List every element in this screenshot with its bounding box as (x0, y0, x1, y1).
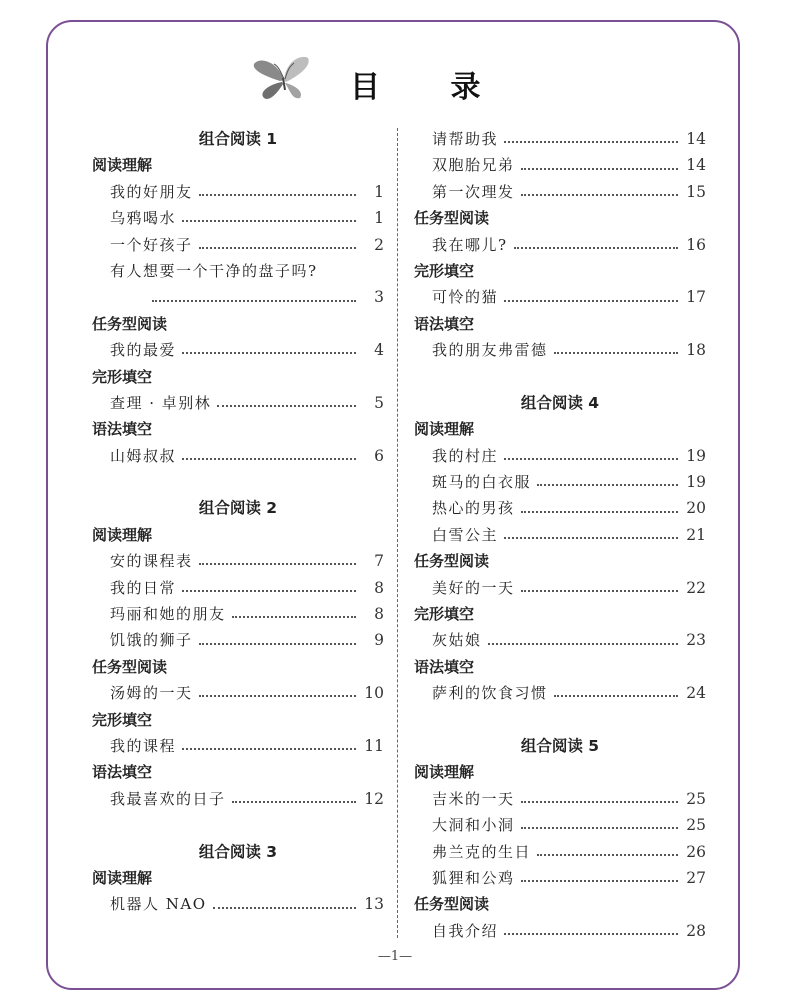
toc-entry[interactable] (92, 891, 384, 917)
entry-title: 我的最爱 (110, 341, 177, 360)
entry-title: 请帮助我 (432, 130, 499, 148)
dot-leader (199, 563, 356, 565)
entry-title: 吉米的一天 (432, 789, 515, 808)
entry-title: 我的课程 (110, 736, 177, 755)
entry-page-number: 19 (686, 473, 706, 492)
entry-page-number: 7 (374, 552, 384, 571)
toc-entry[interactable] (92, 284, 384, 310)
section-heading: 任务型阅读 (414, 552, 490, 571)
toc-entry[interactable] (92, 179, 384, 205)
dot-leader (182, 458, 356, 460)
group-heading: 组合阅读 5 (520, 736, 600, 755)
dot-leader (182, 590, 356, 592)
entry-title: 我的村庄 (432, 446, 499, 465)
entry-title: 白雪公主 (432, 525, 499, 544)
section-heading: 阅读理解 (92, 868, 153, 887)
toc-entry[interactable] (414, 839, 706, 865)
entry-title: 灰姑娘 (432, 631, 482, 650)
entry-page-number: 18 (686, 341, 706, 360)
entry-title: 饥饿的狮子 (110, 631, 193, 650)
dot-leader (182, 748, 356, 750)
entry-page-number: 6 (374, 446, 384, 465)
entry-title: 美好的一天 (432, 578, 515, 597)
dot-leader (504, 141, 678, 143)
dot-leader (199, 194, 356, 196)
dot-leader (504, 300, 678, 302)
entry-title: 我最喜欢的日子 (110, 789, 226, 808)
toc-entry[interactable] (414, 627, 706, 653)
entry-page-number: 28 (686, 921, 706, 940)
butterfly-icon (250, 54, 316, 104)
dot-leader (232, 801, 356, 803)
entry-page-number: 1 (374, 209, 384, 228)
toc-entry[interactable] (92, 258, 384, 284)
section-heading: 语法填空 (414, 314, 475, 333)
entry-page-number: 27 (686, 868, 706, 887)
entry-title: 我在哪儿? (432, 235, 508, 254)
dot-leader (554, 352, 678, 354)
entry-title: 查理 · 卓别林 (110, 393, 212, 412)
section-heading: 任务型阅读 (92, 314, 168, 333)
section-heading: 完形填空 (92, 710, 153, 729)
entry-title: 乌鸦喝水 (110, 209, 177, 228)
toc-entry[interactable] (414, 232, 706, 258)
dot-leader (182, 220, 356, 222)
entry-page-number: 20 (686, 499, 706, 518)
entry-title: 玛丽和她的朋友 (110, 605, 226, 624)
section-heading: 语法填空 (92, 763, 153, 782)
entry-page-number: 25 (686, 789, 706, 808)
entry-title: 狐狸和公鸡 (432, 868, 515, 887)
entry-title: 热心的男孩 (432, 499, 515, 518)
entry-page-number: 12 (364, 789, 384, 808)
dot-leader (217, 405, 356, 407)
toc-entry[interactable] (92, 337, 384, 363)
entry-title: 大洞和小洞 (432, 816, 515, 835)
toc-entry[interactable] (414, 680, 706, 706)
entry-title: 萨利的饮食习惯 (432, 684, 548, 703)
entry-page-number: 17 (686, 288, 706, 307)
entry-page-number: 16 (686, 235, 706, 254)
entry-page-number: 3 (374, 288, 384, 307)
section-heading: 阅读理解 (414, 420, 475, 439)
section-heading: 语法填空 (414, 657, 475, 676)
section-heading: 任务型阅读 (414, 209, 490, 228)
page-number: —1— (377, 949, 413, 964)
toc-entry[interactable] (414, 786, 706, 812)
entry-page-number: 2 (374, 235, 384, 254)
section-heading: 完形填空 (414, 261, 475, 280)
toc-entry[interactable] (414, 284, 706, 310)
dot-leader (521, 168, 678, 170)
group-heading: 组合阅读 1 (198, 130, 278, 148)
toc-entry[interactable] (414, 495, 706, 521)
entry-page-number: 14 (686, 156, 706, 175)
entry-page-number: 24 (686, 684, 706, 703)
entry-page-number: 19 (686, 446, 706, 465)
entry-page-number: 8 (374, 605, 384, 624)
entry-title: 有人想要一个干净的盘子吗? (110, 261, 318, 280)
toc-entry[interactable] (414, 179, 706, 205)
dot-leader (521, 880, 678, 882)
entry-page-number: 10 (364, 684, 384, 703)
entry-title: 我的日常 (110, 578, 177, 597)
entry-page-number: 22 (686, 578, 706, 597)
entry-page-number: 23 (686, 631, 706, 650)
section-heading: 阅读理解 (92, 156, 153, 175)
dot-leader (213, 907, 356, 909)
toc-entry[interactable] (414, 575, 706, 601)
section-heading: 任务型阅读 (414, 895, 490, 914)
entry-title: 自我介绍 (432, 921, 499, 940)
dot-leader (232, 616, 356, 618)
entry-title: 机器人 NAO (110, 895, 207, 914)
entry-title: 我的朋友弗雷德 (432, 341, 548, 360)
toc-entry[interactable] (92, 627, 384, 653)
column-divider (397, 128, 398, 938)
entry-title: 可怜的猫 (432, 288, 499, 307)
dot-leader (537, 854, 678, 856)
toc-entry[interactable] (414, 152, 706, 178)
entry-page-number: 13 (364, 895, 384, 914)
toc-entry[interactable] (414, 865, 706, 891)
toc-entry[interactable] (92, 205, 384, 231)
toc-entry[interactable] (92, 680, 384, 706)
spacer (92, 812, 384, 838)
toc-entry[interactable] (414, 812, 706, 838)
entry-page-number: 1 (374, 182, 384, 201)
entry-page-number: 26 (686, 842, 706, 861)
entry-page-number: 9 (374, 631, 384, 650)
toc-left-column (92, 126, 384, 918)
toc-entry[interactable] (414, 337, 706, 363)
entry-title: 安的课程表 (110, 552, 193, 571)
dot-leader (199, 695, 356, 697)
section-heading: 完形填空 (92, 367, 153, 386)
entry-title: 一个好孩子 (110, 235, 193, 254)
entry-title: 弗兰克的生日 (432, 842, 532, 861)
group-heading: 组合阅读 3 (198, 842, 278, 861)
page-title: 目 录 (350, 70, 511, 105)
entry-title: 我的好朋友 (110, 182, 193, 201)
dot-leader (521, 194, 678, 196)
dot-leader (504, 537, 678, 539)
toc-right-column (414, 126, 706, 944)
entry-page-number: 15 (686, 182, 706, 201)
section-heading: 完形填空 (414, 605, 475, 624)
toc-entry[interactable] (414, 469, 706, 495)
entry-page-number: 25 (686, 816, 706, 835)
dot-leader (521, 801, 678, 803)
section-heading: 阅读理解 (414, 763, 475, 782)
toc-entry[interactable] (414, 126, 706, 152)
spacer (92, 469, 384, 495)
dot-leader (182, 352, 356, 354)
dot-leader (488, 643, 678, 645)
section-heading: 任务型阅读 (92, 657, 168, 676)
dot-leader (521, 827, 678, 829)
dot-leader (199, 247, 356, 249)
entry-title: 双胞胎兄弟 (432, 156, 515, 175)
entry-title: 斑马的白衣服 (432, 473, 532, 492)
section-heading: 阅读理解 (92, 525, 153, 544)
entry-title: 第一次理发 (432, 182, 515, 201)
toc-entry[interactable] (92, 575, 384, 601)
section-heading: 语法填空 (92, 420, 153, 439)
dot-leader (199, 643, 356, 645)
entry-page-number: 14 (686, 130, 706, 148)
dot-leader (537, 484, 678, 486)
entry-title: 汤姆的一天 (110, 684, 193, 703)
entry-title: 山姆叔叔 (110, 446, 177, 465)
entry-page-number: 4 (374, 341, 384, 360)
toc-entry[interactable] (92, 232, 384, 258)
toc-entry[interactable] (92, 443, 384, 469)
spacer (414, 364, 706, 390)
toc-entry[interactable] (92, 548, 384, 574)
toc-entry[interactable] (414, 522, 706, 548)
entry-page-number: 8 (374, 578, 384, 597)
dot-leader (504, 458, 678, 460)
dot-leader (521, 511, 678, 513)
entry-page-number: 5 (374, 393, 384, 412)
toc-entry[interactable] (92, 601, 384, 627)
dot-leader (514, 247, 678, 249)
group-heading: 组合阅读 2 (198, 499, 278, 518)
toc-entry[interactable] (414, 443, 706, 469)
dot-leader (504, 933, 678, 935)
entry-page-number: 11 (364, 736, 384, 755)
dot-leader (152, 300, 356, 302)
dot-leader (554, 695, 678, 697)
toc-entry[interactable] (92, 733, 384, 759)
entry-page-number: 21 (686, 525, 706, 544)
dot-leader (521, 590, 678, 592)
toc-entry[interactable] (414, 918, 706, 944)
spacer (414, 707, 706, 733)
group-heading: 组合阅读 4 (520, 393, 600, 412)
toc-entry[interactable] (92, 786, 384, 812)
toc-entry[interactable] (92, 390, 384, 416)
